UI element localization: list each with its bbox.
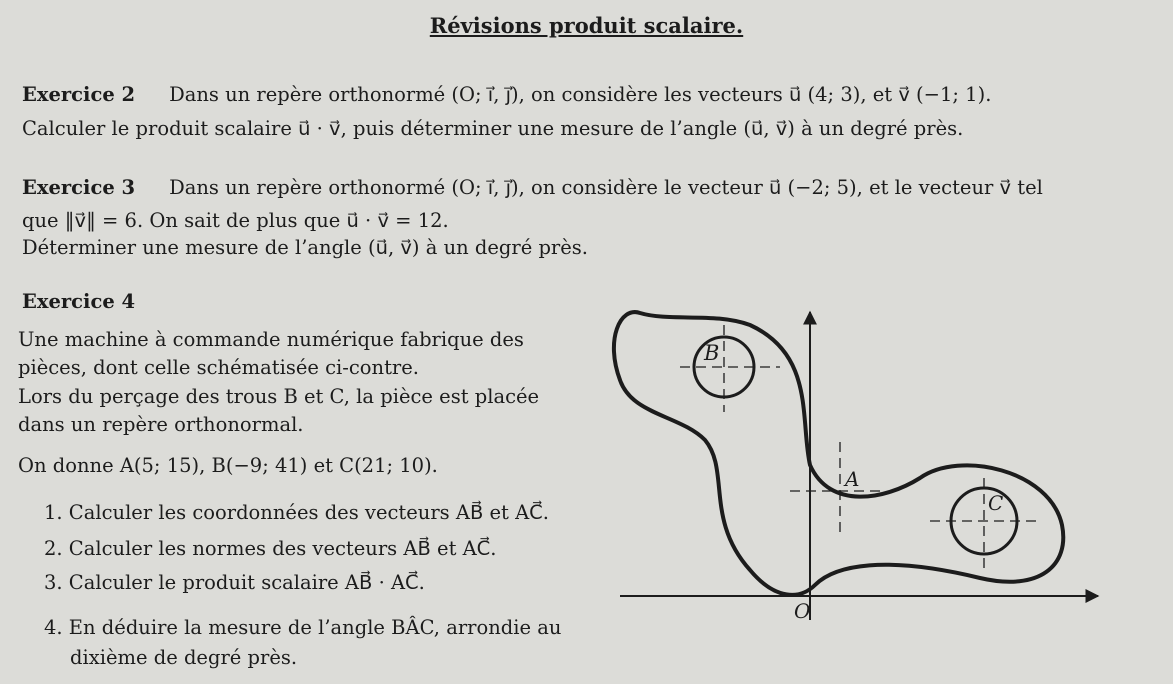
exercise-2-question: Calculer le produit scalaire u⃗ · v⃗, puis déterminer une mesure de l’angle (u⃗, v⃗) à un degré près.: [22, 117, 964, 140]
machined-part-figure: [600, 300, 1120, 640]
exercise-4-text-3: Lors du perçage des trous B et C, la pièce est placée: [18, 385, 540, 408]
exercise-4-given-points: On donne A(5; 15), B(−9; 41) et C(21; 10).: [18, 454, 438, 477]
label-a: A: [845, 467, 860, 491]
question-1: 1. Calculer les coordonnées des vecteurs AB⃗ et AC⃗.: [44, 501, 549, 524]
exercise-4-text-1: Une machine à commande numérique fabrique des: [18, 328, 524, 351]
exercise-4-text-4: dans un repère orthonormal.: [18, 413, 304, 436]
question-2: 2. Calculer les normes des vecteurs AB⃗ et AC⃗.: [44, 537, 497, 560]
question-4: 4. En déduire la mesure de l’angle BÂC, arrondie au: [44, 616, 562, 639]
label-b: B: [704, 341, 720, 365]
exercise-3-line-1: [22, 176, 1043, 200]
question-3: 3. Calculer le produit scalaire AB⃗ · AC⃗.: [44, 571, 425, 594]
page-title: Révisions produit scalaire.: [429, 13, 744, 38]
exercise-4-text-2: pièces, dont celle schématisée ci-contre.: [18, 356, 419, 379]
exercise-3-line-2: que ‖v⃗‖ = 6. On sait de plus que u⃗ · v⃗ = 12.: [22, 209, 449, 232]
label-c: C: [988, 491, 1004, 515]
exercise-4-heading: Exercice 4: [22, 290, 136, 313]
exercise-3-statement: Dans un repère orthonormé (O; i⃗, j⃗), on considère le vecteur u⃗ (−2; 5), et le vecteur v⃗ tel: [169, 176, 1043, 199]
exercise-2-line-1: [22, 83, 991, 107]
exercise-2-statement: Dans un repère orthonormé (O; i⃗, j⃗), on considère les vecteurs u⃗ (4; 3), et v⃗ (−1; 1).: [169, 83, 992, 106]
exercise-3-question: Déterminer une mesure de l’angle (u⃗, v⃗) à un degré près.: [22, 236, 588, 259]
question-4-continued: dixième de degré près.: [70, 646, 298, 669]
exercise-3-heading: Exercice 3: [22, 176, 136, 199]
exercise-2-heading: Exercice 2: [22, 83, 136, 106]
label-origin: O: [794, 599, 811, 623]
